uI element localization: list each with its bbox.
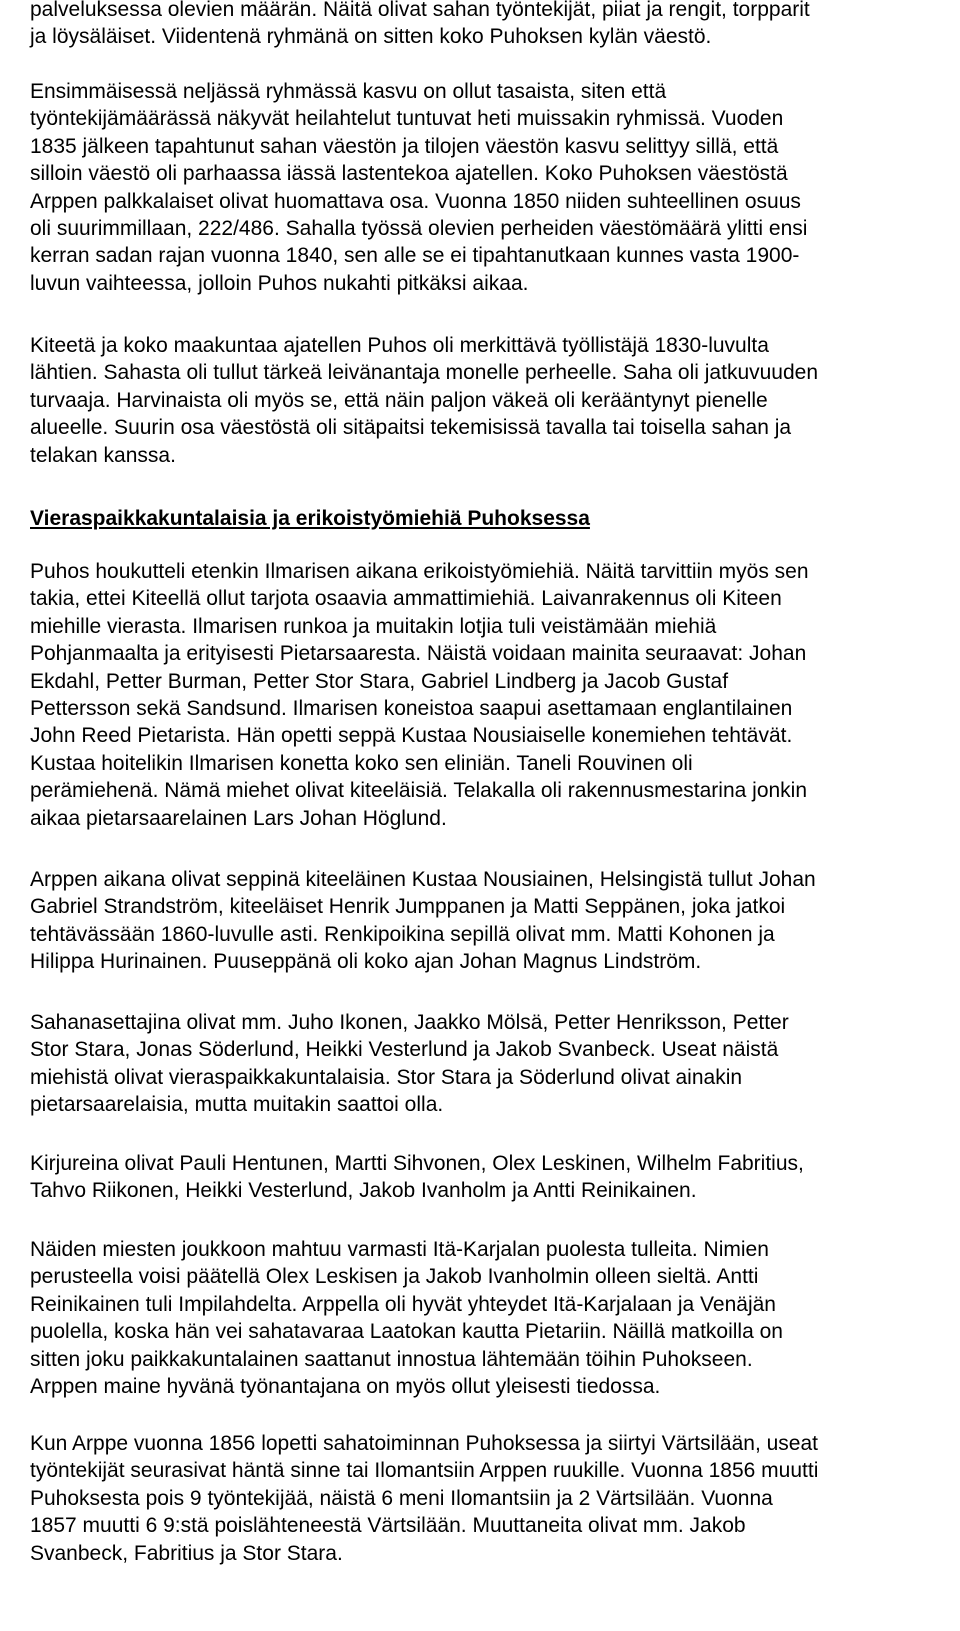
paragraph-major-employer: Kiteetä ja koko maakuntaa ajatellen Puhos oli merkittävä työllistäjä 1830-luvulta lähtien. Sahasta oli tullut tärkeä leivänantaja monelle perheelle. Saha oli jatkuvuuden turvaaja. Harvinaista oli myös se, että näin paljon väkeä oli kerääntynyt pienelle alueelle. Suurin osa väestöstä oli sitäpaitsi tekemisissä tavalla tai toisella sahan ja telakan kanssa. bbox=[30, 334, 819, 467]
paragraph-departure-1856: Kun Arppe vuonna 1856 lopetti sahatoiminnan Puhoksessa ja siirtyi Värtsilään, useat työntekijät seurasivat häntä sinne tai Ilomantsiin Arppen ruukille. Vuonna 1856 muutti Puhoksesta pois 9 työntekijää, näistä 6 meni Ilomantsiin ja 2 Värtsilään. Vuonna 1857 muutti 6 9:stä poislähteneestä Värtsilään. Muuttaneita olivat mm. Jakob Svanbeck, Fabritius ja Stor Stara. bbox=[30, 1432, 819, 1565]
paragraph-clerks: Kirjureina olivat Pauli Hentunen, Martti Sihvonen, Olex Leskinen, Wilhelm Fabritius, Tahvo Riikonen, Heikki Vesterlund, Jakob Ivanholm ja Antti Reinikainen. bbox=[30, 1152, 804, 1203]
section-heading: Vieraspaikkakuntalaisia ja erikoistyömiehiä Puhoksessa bbox=[30, 507, 590, 530]
paragraph-population-growth: Ensimmäisessä neljässä ryhmässä kasvu on ollut tasaista, siten että työntekijämäärässä näkyvät heilahtelut tuntuvat heti muissakin ryhmissä. Vuoden 1835 jälkeen tapahtunut sahan väestön ja tilojen väestön kasvu selittyy sillä, että silloin väestö oli parhaassa iässä lastentekoa ajatellen. Koko Puhoksen väestöstä Arppen palkkalaiset olivat huomattava osa. Vuonna 1850 niiden suhteellinen osuus oli suurimmillaan, 222/486. Sahalla työssä olevien perheiden väestömäärä ylitti ensi kerran sadan rajan vuonna 1840, sen alle se ei tipahtanutkaan kunnes vasta 1900- luvun vaihteessa, jolloin Puhos nukahti pitkäksi aikaa. bbox=[30, 80, 808, 295]
paragraph-smiths: Arppen aikana olivat seppinä kiteeläinen Kustaa Nousiainen, Helsingistä tullut Johan Gabriel Strandström, kiteeläiset Henrik Jumppanen ja Matti Seppänen, joka jatkoi tehtävässään 1860-luvulle asti. Renkipoikina sepillä olivat mm. Matti Kohonen ja Hilippa Hurinainen. Puuseppänä oli koko ajan Johan Magnus Lindström. bbox=[30, 868, 816, 974]
paragraph-specialist-workers: Puhos houkutteli etenkin Ilmarisen aikana erikoistyömiehiä. Näitä tarvittiin myös sen takia, ettei Kiteellä ollut tarjota osaavia ammattimiehiä. Laivanrakennus oli Kiteen miehille vierasta. Ilmarisen runkoa ja muitakin lotjia tuli veistämään miehiä Pohjanmaalta ja erityisesti Pietarsaaresta. Näistä voidaan mainita seuraavat: Johan Ekdahl, Petter Burman, Petter Stor Stara, Gabriel Lindberg ja Jacob Gustaf Pettersson sekä Sandsund. Ilmarisen koneistoa saapui asettamaan englantilainen John Reed Pietarista. Hän opetti seppä Kustaa Nousiaiselle konemiehen tehtävät. Kustaa hoitelikin Ilmarisen konetta koko sen eliniän. Taneli Rouvinen oli perämiehenä. Nämä miehet olivat kiteeläisiä. Telakalla oli rakennusmestarina jonkin aikaa pietarsaarelainen Lars Johan Höglund. bbox=[30, 560, 809, 830]
paragraph-intro-tail: palveluksessa olevien määrän. Näitä olivat sahan työntekijät, piiat ja rengit, torpparit ja löysäläiset. Viidentenä ryhmänä on sitten koko Puhoksen kylän väestö. bbox=[30, 0, 810, 49]
paragraph-east-karelia: Näiden miesten joukkoon mahtuu varmasti Itä-Karjalan puolesta tulleita. Nimien perusteella voisi päätellä Olex Leskisen ja Jakob Ivanholmin olleen sieltä. Antti Reinikainen tuli Impilahdelta. Arppella oli hyvät yhteydet Itä-Karjalaan ja Venäjän puolella, koska hän vei sahatavaraa Laatokan kautta Pietariin. Näillä matkoilla on sitten joku paikkakuntalainen saattanut innostua lähtemään töihin Puhokseen. Arppen maine hyvänä työnantajana on myös ollut yleisesti tiedossa. bbox=[30, 1238, 783, 1399]
paragraph-saw-setters: Sahanasettajina olivat mm. Juho Ikonen, Jaakko Mölsä, Petter Henriksson, Petter Stor Stara, Jonas Söderlund, Heikki Vesterlund ja Jakob Svanbeck. Useat näistä miehistä olivat vieraspaikkakuntalaisia. Stor Stara ja Söderlund olivat ainakin pietarsaarelaisia, mutta muitakin saattoi olla. bbox=[30, 1011, 789, 1117]
